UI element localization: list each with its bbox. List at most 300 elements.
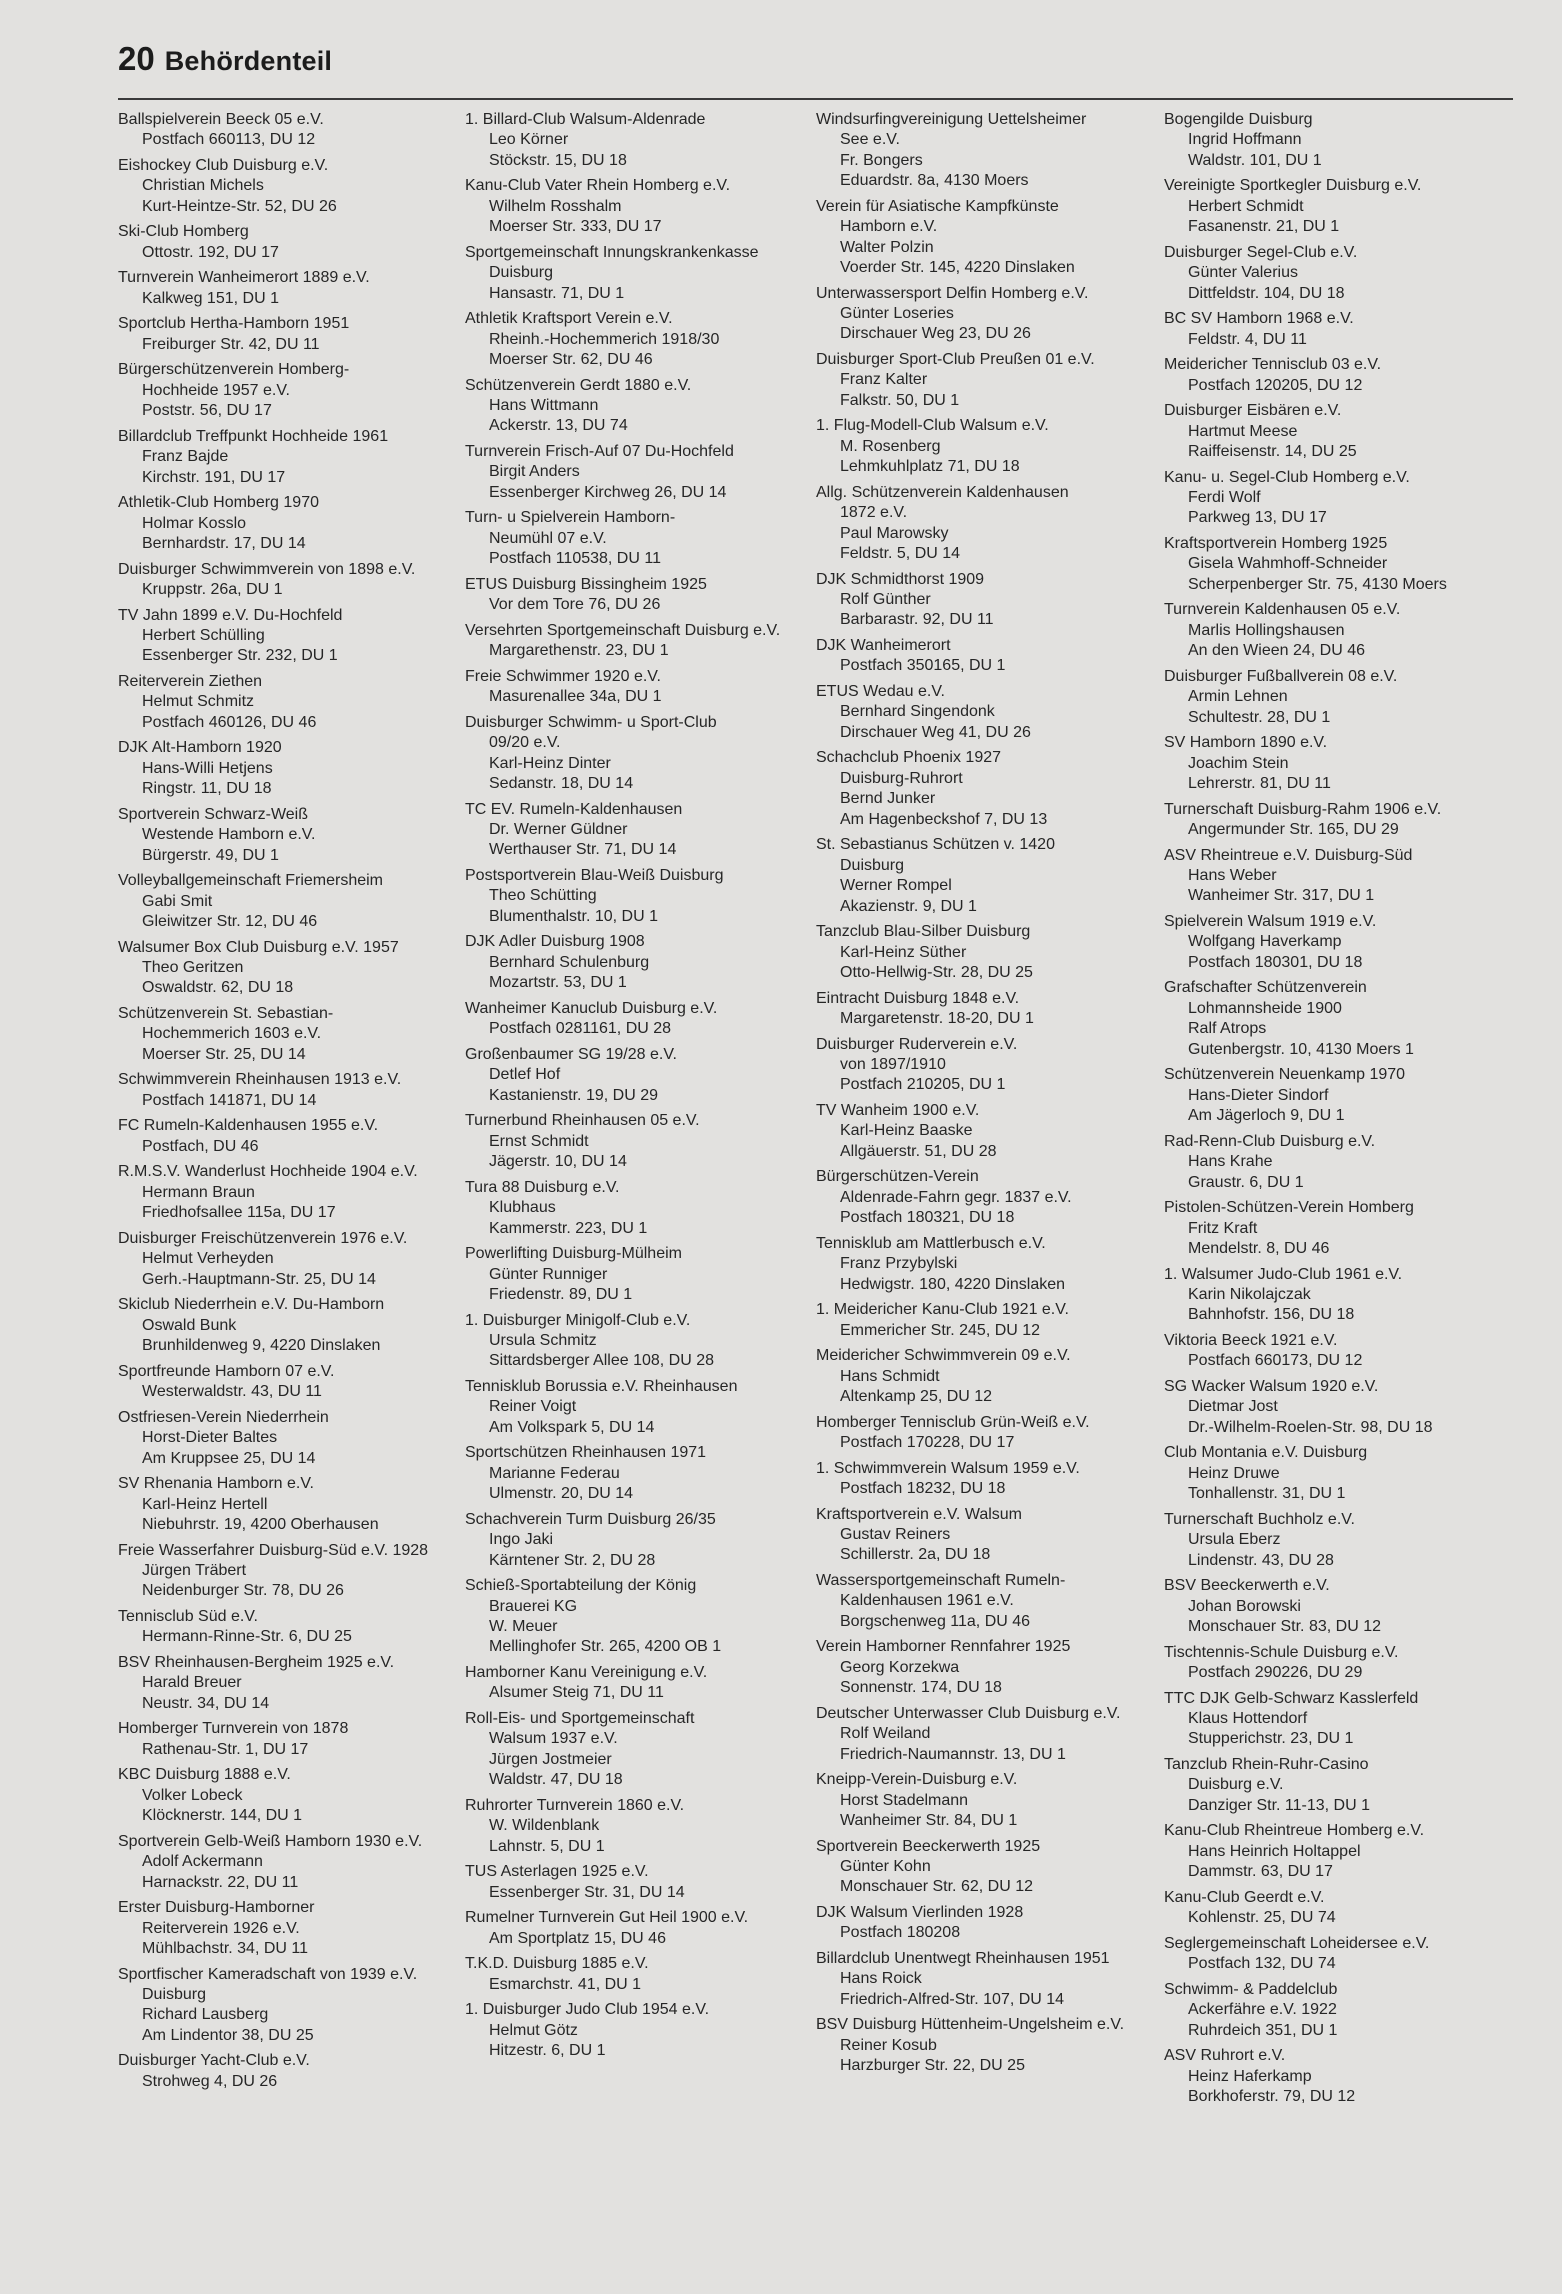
club-detail: Reiner Kosub <box>840 2036 937 2054</box>
club-detail: Heinz Haferkamp <box>1188 2067 1312 2085</box>
club-detail: Hansastr. 71, DU 1 <box>489 284 625 302</box>
club-detail: Esmarchstr. 41, DU 1 <box>489 1975 642 1993</box>
club-name: Walsumer Box Club Duisburg e.V. 1957 <box>118 938 399 956</box>
club-entry <box>465 621 805 662</box>
club-detail: Borgschenweg 11a, DU 46 <box>840 1612 1031 1630</box>
club-entry <box>816 1704 1156 1765</box>
club-name: R.M.S.V. Wanderlust Hochheide 1904 e.V. <box>118 1163 418 1181</box>
club-detail: Marlis Hollingshausen <box>1188 621 1345 639</box>
club-entry <box>118 805 458 866</box>
club-detail: Lahnstr. 5, DU 1 <box>489 1837 605 1855</box>
club-entry <box>118 1295 458 1356</box>
club-detail: Kruppstr. 26a, DU 1 <box>142 581 283 599</box>
club-detail: Margaretenstr. 18-20, DU 1 <box>840 1009 1034 1027</box>
club-detail: Sedanstr. 18, DU 14 <box>489 775 634 793</box>
club-name: Vereinigte Sportkegler Duisburg e.V. <box>1164 177 1422 195</box>
club-detail: Hans Roick <box>840 1970 922 1988</box>
club-name: Duisburger Fußballverein 08 e.V. <box>1164 667 1398 685</box>
club-name: Sportfreunde Hamborn 07 e.V. <box>118 1362 335 1380</box>
club-entry <box>816 1035 1156 1096</box>
club-detail: Am Lindentor 38, DU 25 <box>142 2026 314 2044</box>
club-name: Erster Duisburg-Hamborner <box>118 1899 315 1917</box>
club-entry <box>816 2015 1156 2076</box>
club-detail: Duisburg <box>142 1985 207 2003</box>
club-detail: Sonnenstr. 174, DU 18 <box>840 1679 1002 1697</box>
club-entry <box>118 1719 458 1760</box>
club-entry <box>465 1576 805 1658</box>
club-detail: Hermann-Rinne-Str. 6, DU 25 <box>142 1628 352 1646</box>
club-detail: Lindenstr. 43, DU 28 <box>1188 1551 1334 1569</box>
club-detail: An den Wieen 24, DU 46 <box>1188 642 1365 660</box>
club-name: TC EV. Rumeln-Kaldenhausen <box>465 800 683 818</box>
club-entry <box>465 1178 805 1239</box>
club-name: Allg. Schützenverein Kaldenhausen <box>816 483 1069 501</box>
club-detail: Günter Runniger <box>489 1265 608 1283</box>
club-detail: Georg Korzekwa <box>840 1658 960 1676</box>
club-entry <box>816 1770 1156 1831</box>
club-detail: Ingrid Hoffmann <box>1188 131 1302 149</box>
club-detail: Essenberger Str. 31, DU 14 <box>489 1883 685 1901</box>
club-entry <box>118 1541 458 1602</box>
club-detail: Danziger Str. 11-13, DU 1 <box>1188 1796 1371 1814</box>
club-name: Tennisklub am Mattlerbusch e.V. <box>816 1234 1046 1252</box>
club-detail: Wolfgang Haverkamp <box>1188 933 1342 951</box>
club-detail: Hans Krahe <box>1188 1153 1273 1171</box>
club-name: Windsurfingvereinigung Uettelsheimer <box>816 111 1087 128</box>
club-detail: W. Wildenblank <box>489 1817 600 1835</box>
club-name: Club Montania e.V. Duisburg <box>1164 1444 1368 1462</box>
club-detail: Dammstr. 63, DU 17 <box>1188 1863 1333 1881</box>
club-entry <box>465 442 805 503</box>
club-entry <box>1164 1755 1504 1816</box>
club-detail: Borkhoferstr. 79, DU 12 <box>1188 2087 1356 2105</box>
club-detail: Postfach 290226, DU 29 <box>1188 1663 1363 1681</box>
club-detail: Brunhildenweg 9, 4220 Dinslaken <box>142 1337 381 1355</box>
club-name: Schützenverein St. Sebastian- <box>118 1005 334 1023</box>
club-detail: Friedhofsallee 115a, DU 17 <box>142 1204 336 1222</box>
club-entry <box>118 1362 458 1403</box>
club-detail: Lohmannsheide 1900 <box>1188 999 1342 1017</box>
club-detail: Ackerfähre e.V. 1922 <box>1188 2001 1337 2019</box>
club-entry <box>816 1571 1156 1632</box>
club-detail: Strohweg 4, DU 26 <box>142 2072 278 2090</box>
club-name: Sportverein Beeckerwerth 1925 <box>816 1837 1041 1855</box>
club-detail: Kastanienstr. 19, DU 29 <box>489 1086 658 1104</box>
club-detail: Postfach 0281161, DU 28 <box>489 1020 672 1038</box>
club-entry <box>465 932 805 993</box>
club-name: Roll-Eis- und Sportgemeinschaft <box>465 1709 695 1727</box>
club-entry <box>1164 1934 1504 1975</box>
club-detail: Jürgen Träbert <box>142 1561 247 1579</box>
club-detail: Gleiwitzer Str. 12, DU 46 <box>142 913 318 931</box>
club-name: DJK Adler Duisburg 1908 <box>465 933 645 951</box>
club-detail: Essenberger Kirchweg 26, DU 14 <box>489 483 727 501</box>
club-entry <box>118 938 458 999</box>
club-detail: Lehrerstr. 81, DU 11 <box>1188 775 1331 793</box>
club-detail: Moerser Str. 62, DU 46 <box>489 351 653 369</box>
club-entry <box>465 999 805 1040</box>
club-name: SV Rhenania Hamborn e.V. <box>118 1475 314 1493</box>
club-name: Ski-Club Homberg <box>118 223 249 241</box>
club-entry <box>1164 1821 1504 1882</box>
club-detail: Lehmkuhlplatz 71, DU 18 <box>840 458 1020 476</box>
club-name: Sportverein Schwarz-Weiß <box>118 805 308 823</box>
club-entry <box>118 156 458 217</box>
club-name: Versehrten Sportgemeinschaft Duisburg e.V. <box>465 621 781 639</box>
club-detail: Ackerstr. 13, DU 74 <box>489 417 628 435</box>
club-detail: Bernd Junker <box>840 790 936 808</box>
club-entry <box>816 570 1156 631</box>
club-detail: Am Hagenbeckshof 7, DU 13 <box>840 810 1048 828</box>
club-name: Turnerbund Rheinhausen 05 e.V. <box>465 1112 700 1130</box>
club-name: Schachverein Turm Duisburg 26/35 <box>465 1510 716 1528</box>
club-detail: Waldstr. 47, DU 18 <box>489 1771 623 1789</box>
club-detail: Masurenallee 34a, DU 1 <box>489 688 662 706</box>
section-title: Behördenteil <box>164 46 333 76</box>
club-entry <box>465 243 805 304</box>
club-detail: Am Kruppsee 25, DU 14 <box>142 1449 316 1467</box>
club-name: Großenbaumer SG 19/28 e.V. <box>465 1045 677 1063</box>
club-name: 1. Schwimmverein Walsum 1959 e.V. <box>816 1459 1080 1477</box>
club-detail: Reiterverein 1926 e.V. <box>142 1919 300 1937</box>
club-entry <box>816 416 1156 477</box>
club-detail: Dr.-Wilhelm-Roelen-Str. 98, DU 18 <box>1188 1418 1433 1436</box>
club-detail: Paul Marowsky <box>840 524 949 542</box>
club-name: Turnerschaft Buchholz e.V. <box>1164 1510 1355 1528</box>
club-detail: Marianne Federau <box>489 1464 620 1482</box>
club-detail: Moerser Str. 25, DU 14 <box>142 1045 306 1063</box>
club-name: KBC Duisburg 1888 e.V. <box>118 1766 291 1784</box>
club-name: Kanu-Club Rheintreue Homberg e.V. <box>1164 1822 1425 1840</box>
club-entry <box>118 1070 458 1111</box>
club-detail: Monschauer Str. 62, DU 12 <box>840 1878 1033 1896</box>
club-entry <box>465 575 805 616</box>
club-detail: Wilhelm Rosshalm <box>489 197 622 215</box>
club-detail: Herbert Schülling <box>142 627 265 645</box>
club-detail: Walter Polzin <box>840 238 934 256</box>
club-detail: von 1897/1910 <box>840 1055 946 1073</box>
header-rule <box>118 98 1513 100</box>
club-entry <box>1164 600 1504 661</box>
club-name: Kraftsportverein e.V. Walsum <box>816 1505 1023 1523</box>
club-detail: Volker Lobeck <box>142 1786 243 1804</box>
club-detail: Schultestr. 28, DU 1 <box>1188 708 1331 726</box>
club-entry <box>816 1413 1156 1454</box>
club-detail: Hans Heinrich Holtappel <box>1188 1842 1361 1860</box>
club-detail: Rathenau-Str. 1, DU 17 <box>142 1740 309 1758</box>
club-name: TUS Asterlagen 1925 e.V. <box>465 1863 649 1881</box>
club-name: Sportclub Hertha-Hamborn 1951 <box>118 315 350 333</box>
directory-column-4 <box>1164 110 1504 2113</box>
club-entry <box>465 1443 805 1504</box>
club-detail: Johan Borowski <box>1188 1597 1301 1615</box>
club-detail: Hochemmerich 1603 e.V. <box>142 1025 322 1043</box>
club-detail: Friedrich-Naumannstr. 13, DU 1 <box>840 1745 1066 1763</box>
club-entry <box>1164 1132 1504 1193</box>
club-name: Duisburger Freischützenverein 1976 e.V. <box>118 1229 408 1247</box>
club-name: Verein Hamborner Rennfahrer 1925 <box>816 1638 1071 1656</box>
club-detail: Postfach 120205, DU 12 <box>1188 376 1363 394</box>
club-detail: Rolf Weiland <box>840 1725 931 1743</box>
club-entry <box>118 1116 458 1157</box>
club-name: Ballspielverein Beeck 05 e.V. <box>118 111 324 128</box>
club-entry <box>118 2051 458 2092</box>
club-name: ETUS Wedau e.V. <box>816 683 945 701</box>
club-entry <box>816 989 1156 1030</box>
club-detail: Hedwigstr. 180, 4220 Dinslaken <box>840 1275 1066 1293</box>
club-entry <box>118 1607 458 1648</box>
club-entry <box>816 835 1156 917</box>
club-detail: Heinz Druwe <box>1188 1464 1280 1482</box>
club-detail: Falkstr. 50, DU 1 <box>840 391 960 409</box>
club-detail: Dr. Werner Güldner <box>489 821 628 839</box>
club-name: Bürgerschützenverein Homberg- <box>118 361 350 379</box>
club-name: Tischtennis-Schule Duisburg e.V. <box>1164 1643 1399 1661</box>
club-name: Postsportverein Blau-Weiß Duisburg <box>465 867 724 885</box>
club-detail: Rheinh.-Hochemmerich 1918/30 <box>489 330 720 348</box>
club-entry <box>816 483 1156 565</box>
club-entry <box>465 1111 805 1172</box>
club-detail: Postfach 141871, DU 14 <box>142 1091 317 1109</box>
club-name: Sportgemeinschaft Innungskrankenkasse <box>465 243 759 261</box>
club-name: Bürgerschützen-Verein <box>816 1168 979 1186</box>
club-detail: Kirchstr. 191, DU 17 <box>142 468 286 486</box>
club-name: Schwimmverein Rheinhausen 1913 e.V. <box>118 1071 402 1089</box>
club-name: TV Jahn 1899 e.V. Du-Hochfeld <box>118 606 343 624</box>
club-detail: Hans Schmidt <box>840 1367 940 1385</box>
club-name: Turnverein Kaldenhausen 05 e.V. <box>1164 601 1401 619</box>
club-entry <box>816 1300 1156 1341</box>
club-name: FC Rumeln-Kaldenhausen 1955 e.V. <box>118 1117 379 1135</box>
club-name: Turnerschaft Duisburg-Rahm 1906 e.V. <box>1164 800 1442 818</box>
club-entry <box>465 376 805 437</box>
club-name: Tura 88 Duisburg e.V. <box>465 1178 620 1196</box>
club-name: Athletik Kraftsport Verein e.V. <box>465 310 673 328</box>
club-entry <box>1164 1065 1504 1126</box>
club-entry <box>1164 978 1504 1060</box>
club-name: Eishockey Club Duisburg e.V. <box>118 157 329 174</box>
club-name: ASV Ruhrort e.V. <box>1164 2047 1286 2065</box>
club-name: T.K.D. Duisburg 1885 e.V. <box>465 1955 649 1973</box>
club-detail: Niebuhrstr. 19, 4200 Oberhausen <box>142 1515 379 1533</box>
club-detail: Postfach 170228, DU 17 <box>840 1433 1015 1451</box>
club-name: Ruhrorter Turnverein 1860 e.V. <box>465 1796 685 1814</box>
club-detail: Ferdi Wolf <box>1188 489 1261 507</box>
club-detail: Harnackstr. 22, DU 11 <box>142 1873 299 1891</box>
directory-column-1 <box>118 110 458 2097</box>
club-detail: Brauerei KG <box>489 1597 578 1615</box>
club-detail: Parkweg 13, DU 17 <box>1188 509 1327 527</box>
club-detail: Werner Rompel <box>840 877 952 895</box>
club-detail: Poststr. 56, DU 17 <box>142 402 272 420</box>
club-entry <box>118 672 458 733</box>
club-detail: Karl-Heinz Hertell <box>142 1495 268 1513</box>
club-name: Athletik-Club Homberg 1970 <box>118 494 319 512</box>
club-detail: Otto-Hellwig-Str. 28, DU 25 <box>840 963 1033 981</box>
club-detail: Gisela Wahmhoff-Schneider <box>1188 555 1388 573</box>
club-detail: Friedrich-Alfred-Str. 107, DU 14 <box>840 1990 1065 2008</box>
club-entry <box>1164 2046 1504 2107</box>
club-name: Eintracht Duisburg 1848 e.V. <box>816 989 1020 1007</box>
club-entry <box>465 110 805 171</box>
club-detail: Horst Stadelmann <box>840 1791 969 1809</box>
club-name: Meidericher Tennisclub 03 e.V. <box>1164 356 1382 374</box>
club-name: Turnverein Wanheimerort 1889 e.V. <box>118 269 370 287</box>
club-entry <box>118 1474 458 1535</box>
club-detail: Hans Weber <box>1188 867 1277 885</box>
club-name: Kraftsportverein Homberg 1925 <box>1164 535 1388 553</box>
club-detail: Emmericher Str. 245, DU 12 <box>840 1321 1041 1339</box>
club-name: Tennisclub Süd e.V. <box>118 1607 258 1625</box>
club-name: 1. Flug-Modell-Club Walsum e.V. <box>816 417 1049 435</box>
club-detail: Postfach 660173, DU 12 <box>1188 1352 1363 1370</box>
club-name: Reiterverein Ziethen <box>118 673 263 691</box>
club-entry <box>1164 1576 1504 1637</box>
club-entry <box>118 1965 458 2047</box>
club-detail: Dirschauer Weg 23, DU 26 <box>840 325 1031 343</box>
club-entry <box>1164 468 1504 529</box>
club-detail: Angermunder Str. 165, DU 29 <box>1188 821 1399 839</box>
club-entry <box>118 314 458 355</box>
club-detail: Richard Lausberg <box>142 2006 269 2024</box>
club-entry <box>816 1505 1156 1566</box>
club-entry <box>465 1663 805 1704</box>
club-detail: Hamborn e.V. <box>840 218 938 236</box>
club-detail: Freiburger Str. 42, DU 11 <box>142 335 320 353</box>
club-detail: Akazienstr. 9, DU 1 <box>840 897 977 915</box>
club-detail: 09/20 e.V. <box>489 734 561 752</box>
club-name: 1. Billard-Club Walsum-Aldenrade <box>465 111 706 128</box>
club-detail: Blumenthalstr. 10, DU 1 <box>489 907 658 925</box>
club-detail: Moerser Str. 333, DU 17 <box>489 218 662 236</box>
club-detail: Kohlenstr. 25, DU 74 <box>1188 1909 1336 1927</box>
club-name: Wassersportgemeinschaft Rumeln- <box>816 1571 1066 1589</box>
club-detail: Klaus Hottendorf <box>1188 1709 1308 1727</box>
club-name: TTC DJK Gelb-Schwarz Kasslerfeld <box>1164 1689 1419 1707</box>
club-name: DJK Walsum Vierlinden 1928 <box>816 1903 1024 1921</box>
club-entry <box>465 1510 805 1571</box>
club-entry <box>816 1234 1156 1295</box>
club-detail: Leo Körner <box>489 131 569 149</box>
club-detail: Detlef Hof <box>489 1066 561 1084</box>
club-entry <box>816 922 1156 983</box>
club-detail: Günter Loseries <box>840 305 954 323</box>
club-name: ASV Rheintreue e.V. Duisburg-Süd <box>1164 846 1413 864</box>
club-name: Meidericher Schwimmverein 09 e.V. <box>816 1347 1071 1365</box>
club-entry <box>118 110 458 151</box>
club-entry <box>816 284 1156 345</box>
club-detail: Ruhrdeich 351, DU 1 <box>1188 2021 1338 2039</box>
club-entry <box>816 1167 1156 1228</box>
page-header <box>118 40 1513 78</box>
club-detail: Bürgerstr. 49, DU 1 <box>142 846 279 864</box>
club-name: 1. Walsumer Judo-Club 1961 e.V. <box>1164 1265 1403 1283</box>
club-entry <box>118 1832 458 1893</box>
club-detail: Holmar Kosslo <box>142 514 247 532</box>
club-name: Rad-Renn-Club Duisburg e.V. <box>1164 1132 1376 1150</box>
club-name: TV Wanheim 1900 e.V. <box>816 1101 980 1119</box>
club-name: Sportschützen Rheinhausen 1971 <box>465 1444 707 1462</box>
club-entry <box>816 110 1156 192</box>
club-detail: Mühlbachstr. 34, DU 11 <box>142 1939 309 1957</box>
club-name: BC SV Hamborn 1968 e.V. <box>1164 310 1354 328</box>
club-detail: Kärntener Str. 2, DU 28 <box>489 1551 656 1569</box>
club-name: Tanzclub Rhein-Ruhr-Casino <box>1164 1755 1369 1773</box>
club-detail: Kaldenhausen 1961 e.V. <box>840 1592 1014 1610</box>
club-name: Kanu-Club Geerdt e.V. <box>1164 1888 1325 1906</box>
club-detail: Westende Hamborn e.V. <box>142 826 316 844</box>
club-name: Verein für Asiatische Kampfkünste <box>816 197 1059 215</box>
club-entry <box>118 560 458 601</box>
club-entry <box>118 871 458 932</box>
club-detail: Kammerstr. 223, DU 1 <box>489 1219 648 1237</box>
club-entry <box>465 1862 805 1903</box>
club-detail: Helmut Götz <box>489 2021 578 2039</box>
club-detail: Bernhardstr. 17, DU 14 <box>142 535 306 553</box>
club-entry <box>118 606 458 667</box>
club-detail: Gutenbergstr. 10, 4130 Moers 1 <box>1188 1040 1414 1058</box>
club-detail: Rolf Günther <box>840 591 931 609</box>
club-detail: Walsum 1937 e.V. <box>489 1730 618 1748</box>
club-name: Rumelner Turnverein Gut Heil 1900 e.V. <box>465 1909 749 1927</box>
club-detail: Ingo Jaki <box>489 1531 554 1549</box>
club-detail: Gabi Smit <box>142 892 213 910</box>
club-detail: Oswaldstr. 62, DU 18 <box>142 979 294 997</box>
club-detail: Postfach 180208 <box>840 1924 961 1942</box>
club-name: Ostfriesen-Verein Niederrhein <box>118 1408 329 1426</box>
club-name: Duisburger Yacht-Club e.V. <box>118 2052 310 2070</box>
club-detail: Postfach 460126, DU 46 <box>142 713 317 731</box>
club-detail: Fr. Bongers <box>840 151 923 169</box>
club-detail: Mozartstr. 53, DU 1 <box>489 974 627 992</box>
club-entry <box>465 1908 805 1949</box>
club-name: Seglergemeinschaft Loheidersee e.V. <box>1164 1934 1430 1952</box>
club-name: BSV Duisburg Hüttenheim-Ungelsheim e.V. <box>816 2016 1125 2034</box>
club-name: Hamborner Kanu Vereinigung e.V. <box>465 1663 708 1681</box>
club-detail: Fritz Kraft <box>1188 1219 1258 1237</box>
club-name: Duisburger Schwimm- u Sport-Club <box>465 713 717 731</box>
club-name: Homberger Tennisclub Grün-Weiß e.V. <box>816 1413 1090 1431</box>
club-entry <box>465 1244 805 1305</box>
club-name: DJK Schmidthorst 1909 <box>816 570 985 588</box>
club-entry <box>816 1637 1156 1698</box>
club-name: Tennisklub Borussia e.V. Rheinhausen <box>465 1377 738 1395</box>
club-name: 1. Duisburger Judo Club 1954 e.V. <box>465 2001 710 2019</box>
club-name: Turnverein Frisch-Auf 07 Du-Hochfeld <box>465 443 734 461</box>
club-detail: Christian Michels <box>142 177 264 195</box>
club-detail: Raiffeisenstr. 14, DU 25 <box>1188 443 1357 461</box>
club-entry <box>1164 1510 1504 1571</box>
club-detail: Ottostr. 192, DU 17 <box>142 243 279 261</box>
club-detail: Adolf Ackermann <box>142 1853 263 1871</box>
club-name: Homberger Turnverein von 1878 <box>118 1720 349 1738</box>
club-name: Grafschafter Schützenverein <box>1164 979 1367 997</box>
club-detail: Neustr. 34, DU 14 <box>142 1694 270 1712</box>
club-entry <box>1164 1643 1504 1684</box>
club-entry <box>118 738 458 799</box>
club-detail: See e.V. <box>840 131 900 149</box>
club-detail: Ralf Atrops <box>1188 1020 1267 1038</box>
club-entry <box>1164 176 1504 237</box>
club-detail: Kurt-Heintze-Str. 52, DU 26 <box>142 197 337 215</box>
club-detail: Voerder Str. 145, 4220 Dinslaken <box>840 259 1075 277</box>
club-detail: Wanheimer Str. 84, DU 1 <box>840 1811 1018 1829</box>
club-entry <box>816 1101 1156 1162</box>
club-detail: Werthauser Str. 71, DU 14 <box>489 841 677 859</box>
club-detail: Klubhaus <box>489 1199 556 1217</box>
club-entry <box>816 1837 1156 1898</box>
club-detail: 1872 e.V. <box>840 504 908 522</box>
